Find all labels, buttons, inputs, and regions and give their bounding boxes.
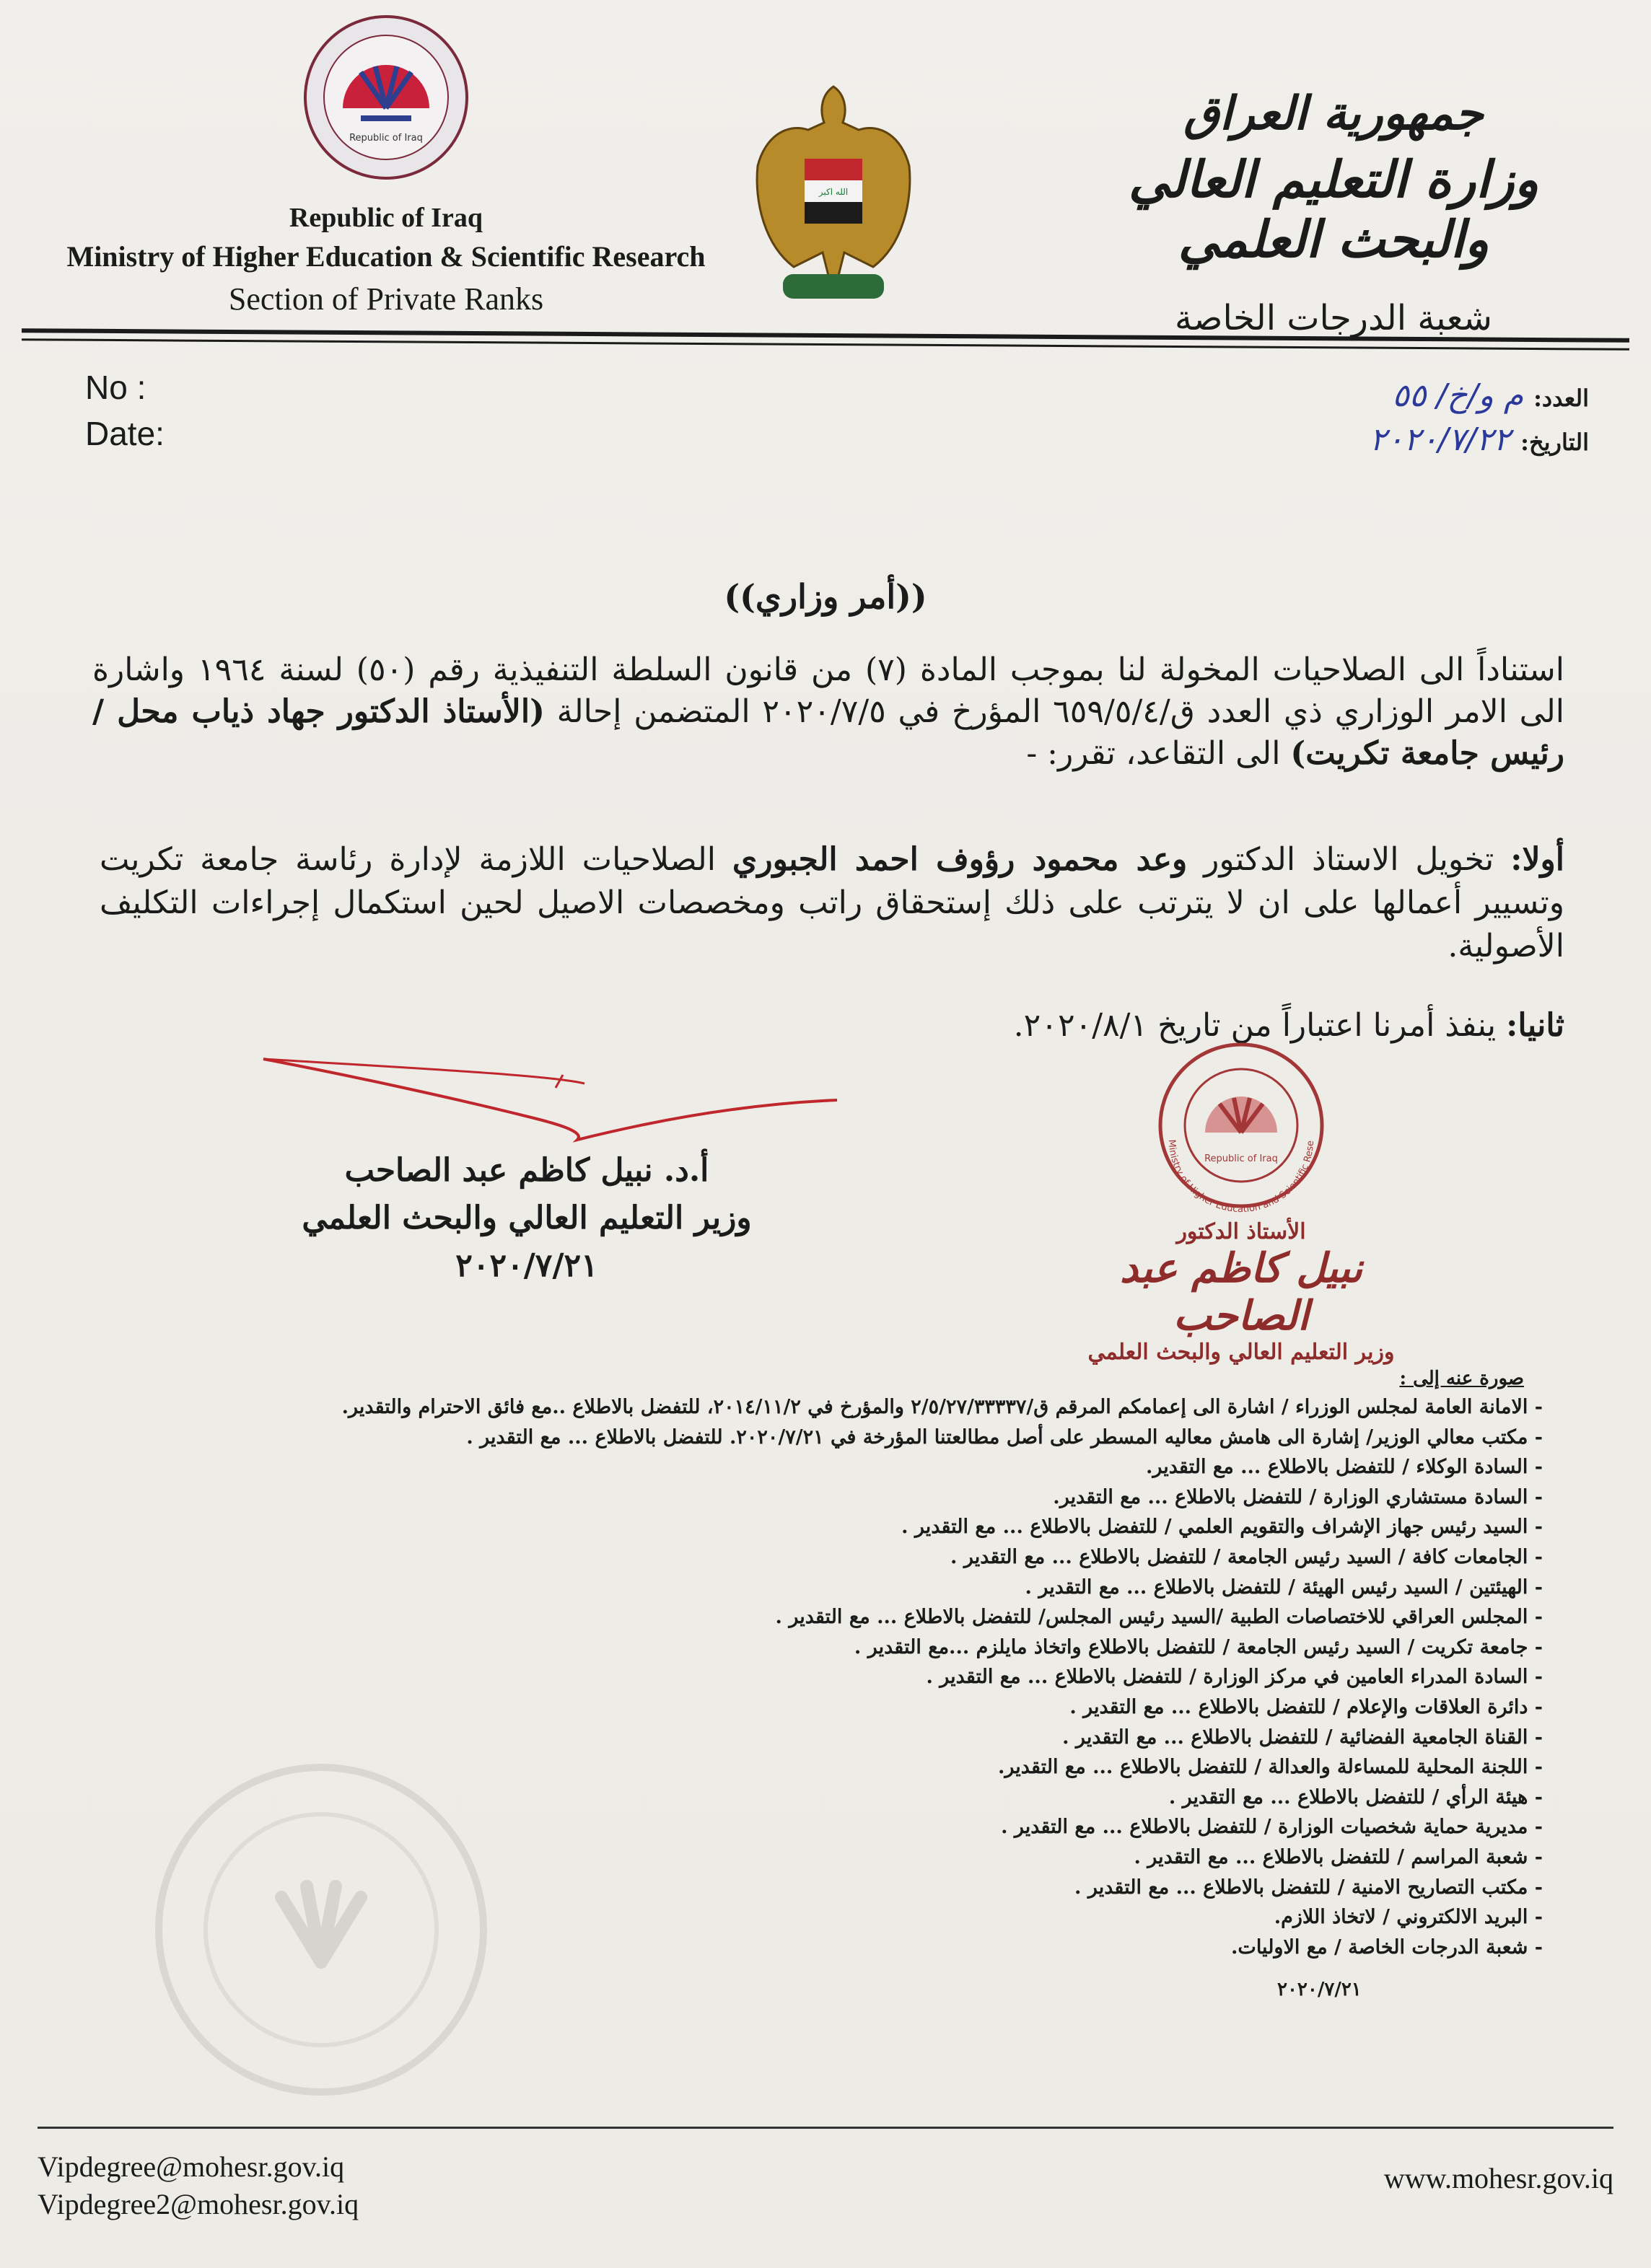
list-item: - مكتب التصاريح الامنية / للتفضل بالاطلاع ... مع التقدير . xyxy=(92,1873,1543,1903)
intro-paragraph xyxy=(92,649,1564,775)
ministry-logo-icon xyxy=(289,14,483,188)
list-item: - الهيئتين / السيد رئيس الهيئة / للتفضل بالاطلاع ... مع التقدير . xyxy=(92,1573,1543,1603)
ar-section-name: شعبة الدرجات الخاصة xyxy=(1175,298,1492,338)
list-item: - مكتب معالي الوزير/ إشارة الى هامش معاليه المسطر على أصل مطالعتنا المؤرخة في ٢٠٢٠/٧/٢١. للتفضل بالاطلاع ... مع التقدير . xyxy=(92,1423,1543,1453)
footer-divider xyxy=(38,2127,1613,2129)
list-item: - المجلس العراقي للاختصاصات الطبية /السيد رئيس المجلس/ للتفضل بالاطلاع ... مع التقدير . xyxy=(92,1602,1543,1632)
stamp-signature-block xyxy=(1054,1219,1429,1365)
eagle-emblem-icon xyxy=(743,79,924,317)
intro-text: استناداً الى الصلاحيات المخولة لنا بموجب المادة (٧) من قانون السلطة التنفيذية رقم (٥٠) لسنة ١٩٦٤ واشارة الى الامر الوزاري ذي العدد ق/٦٥٩/٥/٤ المؤرخ في ٢٠٢٠/٧/٥ المتضمن إحالة xyxy=(92,651,1564,730)
stamp-seal-icon xyxy=(1126,1039,1357,1226)
logo-caption: Republic of Iraq xyxy=(349,133,423,144)
ar-ministry-name: وزارة التعليم العالي والبحث العلمي xyxy=(1128,149,1539,269)
list-item: - السادة الوكلاء / للتفضل بالاطلاع ... مع التقدير. xyxy=(92,1452,1543,1482)
emblem-motto: الله اكبر xyxy=(818,187,849,197)
intro-tail: الى التقاعد، تقرر: - xyxy=(1026,735,1291,772)
clause-first-text-a: تخويل الاستاذ الدكتور xyxy=(1187,841,1511,878)
reference-labels xyxy=(85,364,165,457)
stamp-ring-text: Ministry of Higher Education and Scientific Rese xyxy=(1165,1139,1317,1216)
list-item: - جامعة تكريت / السيد رئيس الجامعة / للتفضل بالاطلاع واتخاذ مايلزم ...مع التقدير . xyxy=(92,1632,1543,1663)
state-emblem xyxy=(743,79,924,320)
stamp-sig-position: وزير التعليم العالي والبحث العلمي xyxy=(1087,1340,1395,1365)
list-item: - اللجنة المحلية للمساءلة والعدالة / للتفضل بالاطلاع ... مع التقدير. xyxy=(92,1752,1543,1783)
signature-scrawl-icon xyxy=(260,1046,851,1154)
ministry-logo xyxy=(289,14,483,190)
ar-no-label: العدد: xyxy=(1533,384,1589,412)
stamp-sig-title: الأستاذ الدكتور xyxy=(1176,1219,1306,1244)
clause-first-bold: وعد محمود رؤوف احمد الجبوري xyxy=(732,841,1188,878)
clause-first xyxy=(100,838,1564,968)
stamp-sig-name: نبيل كاظم عبد الصاحب xyxy=(1119,1244,1363,1340)
clause-second-text: ينفذ أمرنا اعتباراً من تاريخ ٢٠٢٠/٨/١. xyxy=(1013,1007,1507,1044)
clause-first-text-b: الصلاحيات اللازمة لإدارة رئاسة جامعة تكريت وتسيير أعمالها على ان لا يترتب على ذلك إستحقاق راتب ومخصصات الاصيل لحين استكمال إجراءات التكليف الأصولية. xyxy=(100,841,1564,964)
signatory-title: وزير التعليم العالي والبحث العلمي xyxy=(302,1200,752,1236)
emboss-seal-icon xyxy=(144,1760,498,2099)
list-item: - دائرة العلاقات والإعلام / للتفضل بالاطلاع ... مع التقدير . xyxy=(92,1692,1543,1723)
clause-first-lead: أولا: xyxy=(1510,841,1565,878)
list-item: - الجامعات كافة / السيد رئيس الجامعة / للتفضل بالاطلاع ... مع التقدير . xyxy=(92,1542,1543,1573)
arabic-header xyxy=(1074,87,1593,338)
arabic-reference xyxy=(1370,375,1589,463)
ar-country-name: جمهورية العراق xyxy=(1183,87,1484,141)
date-label: Date: xyxy=(85,415,165,452)
copies-date: ٢٠٢٠/٧/٢١ xyxy=(1277,1979,1362,2000)
list-item: - الامانة العامة لمجلس الوزراء / اشارة الى إعمامكم المرقم ق/٢/٥/٢٧/٣٣٣٣٧ والمؤرخ في ٢٠١٤/١١/٢، للتفضل بالاطلاع ..مع فائق الاحترام والتقدير. xyxy=(92,1392,1543,1423)
ar-date-value: ٢٠٢٠/٧/٢٢ xyxy=(1370,421,1511,458)
handwritten-signature xyxy=(260,1046,851,1157)
embossed-seal xyxy=(144,1760,498,2102)
list-item: - شعبة الدرجات الخاصة / مع الاوليات. xyxy=(92,1933,1543,1963)
footer-website[interactable]: www.mohesr.gov.iq xyxy=(1383,2162,1613,2194)
copies-heading: صورة عنه إلى : xyxy=(1399,1368,1524,1389)
official-stamp xyxy=(1126,1039,1357,1229)
list-item: - السادة المدراء العامين في مركز الوزارة / للتفضل بالاطلاع ... مع التقدير . xyxy=(92,1662,1543,1692)
section-name: Section of Private Ranks xyxy=(228,281,544,317)
no-label: No : xyxy=(85,369,146,406)
ar-no-value: م و/خ/ ٥٥ xyxy=(1392,377,1524,414)
signatory-block xyxy=(245,1147,808,1290)
country-name: Republic of Iraq xyxy=(289,203,483,233)
list-item: - السادة مستشاري الوزارة / للتفضل بالاطلاع ... مع التقدير. xyxy=(92,1482,1543,1513)
ministry-name: Ministry of Higher Education & Scientific Research xyxy=(66,240,706,273)
document-title: ((أمر وزاري)) xyxy=(724,577,927,616)
signatory-name: أ.د. نبيل كاظم عبد الصاحب xyxy=(344,1152,709,1189)
intro-bold: (الأستاذ الدكتور جهاد ذياب محل / رئيس جامعة تكريت) xyxy=(92,693,1564,772)
list-item: - شعبة المراسم / للتفضل بالاطلاع ... مع التقدير . xyxy=(92,1842,1543,1873)
list-item: - السيد رئيس جهاز الإشراف والتقويم العلمي / للتفضل بالاطلاع ... مع التقدير . xyxy=(92,1512,1543,1542)
email-secondary[interactable]: Vipdegree2@mohesr.gov.iq xyxy=(38,2188,359,2220)
footer-emails xyxy=(38,2148,359,2223)
ar-date-label: التاريخ: xyxy=(1520,428,1589,456)
clause-second-lead: ثانيا: xyxy=(1506,1007,1564,1044)
email-primary[interactable]: Vipdegree@mohesr.gov.iq xyxy=(38,2150,345,2183)
list-item: - مديرية حماية شخصيات الوزارة / للتفضل بالاطلاع ... مع التقدير . xyxy=(92,1812,1543,1842)
list-item: - القناة الجامعية الفضائية / للتفضل بالاطلاع ... مع التقدير . xyxy=(92,1723,1543,1753)
list-item: - هيئة الرأي / للتفضل بالاطلاع ... مع التقدير . xyxy=(92,1783,1543,1813)
english-header xyxy=(22,202,750,317)
signatory-date: ٢٠٢٠/٧/٢١ xyxy=(455,1247,598,1284)
list-item: - البريد الالكتروني / لاتخاذ اللازم. xyxy=(92,1902,1543,1933)
stamp-center-text: Republic of Iraq xyxy=(1204,1153,1278,1164)
